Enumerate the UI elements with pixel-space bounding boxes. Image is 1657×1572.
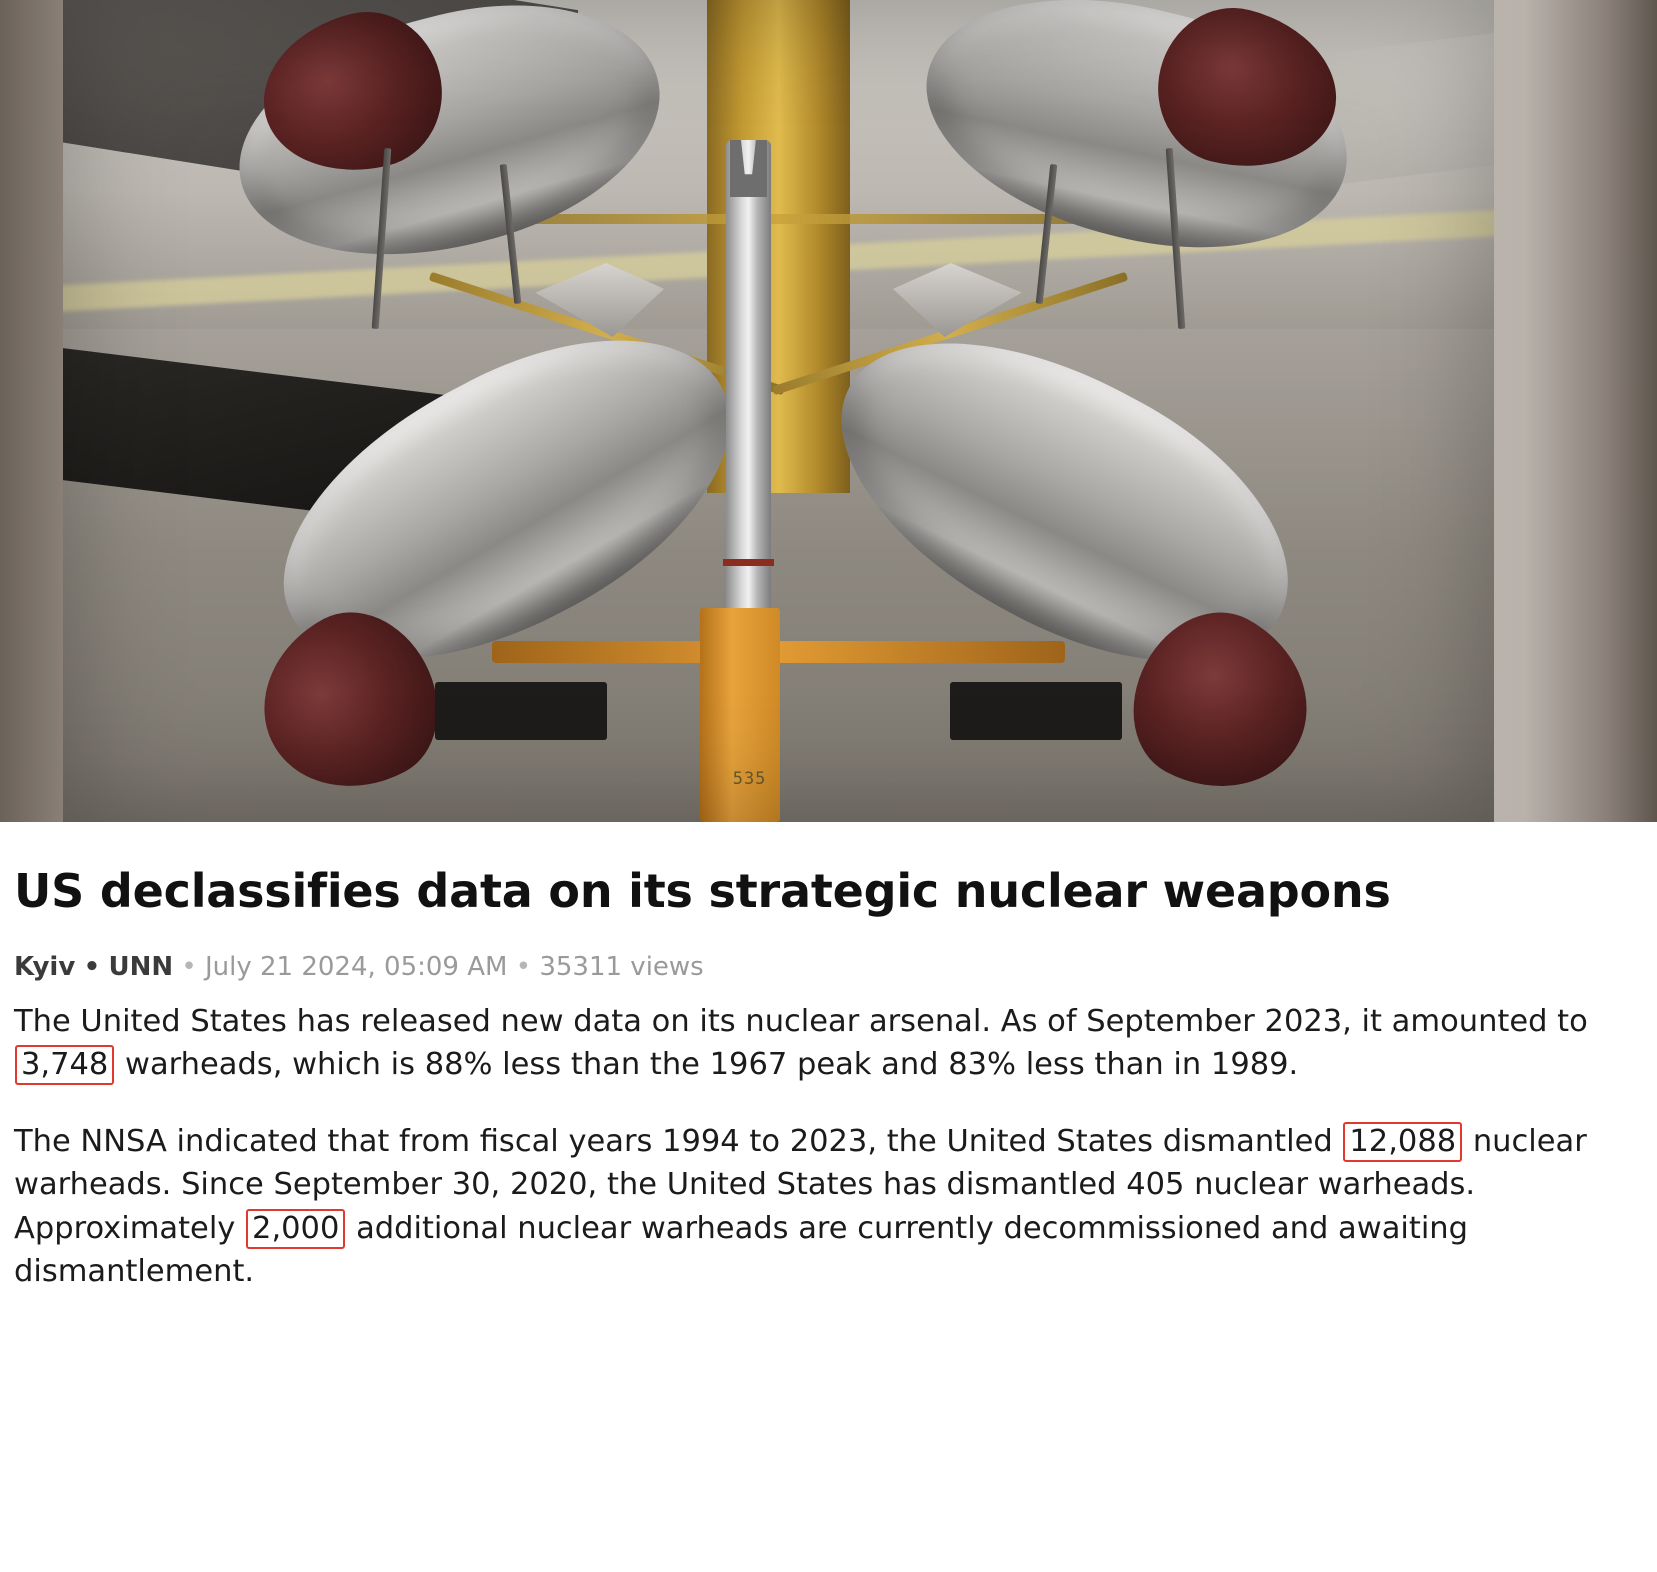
hero-image [63, 0, 1494, 822]
paragraph-text: additional nuclear warheads are currently decommissioned and awaiting dismantlement. [14, 1210, 1468, 1289]
meta-separator-2: • [181, 951, 197, 982]
highlighted-figure[interactable]: 2,000 [246, 1209, 345, 1249]
photo-orange-stand [700, 608, 780, 822]
photo-ground-equipment-left [435, 682, 607, 740]
photo-center-missile [726, 140, 772, 650]
meta-separator-3: • [515, 951, 532, 982]
meta-source: UNN [108, 951, 174, 982]
highlighted-figure[interactable]: 12,088 [1343, 1122, 1462, 1162]
photo-center-missile-band [723, 559, 775, 566]
paragraph-text: The NNSA indicated that from fiscal years 1994 to 2023, the United States dismantled [14, 1124, 1343, 1160]
meta-location: Kyiv [14, 951, 76, 982]
photo-ground-equipment-right [950, 682, 1122, 740]
article-meta [14, 952, 1643, 982]
article-paragraph [14, 1000, 1643, 1087]
paragraph-text: nuclear warheads. Since September 30, 2020, the United States has dismantled 405 nuclear warheads. Approximately [14, 1124, 1587, 1246]
paragraph-text: The United States has released new data on its nuclear arsenal. As of September 2023, it amounted to [14, 1003, 1588, 1039]
article-paragraphs [14, 1000, 1643, 1294]
meta-date: July 21 2024, 05:09 AM [204, 951, 508, 982]
photo-stencil-text: 535 [732, 768, 767, 789]
article-body [0, 822, 1657, 1293]
article-paragraph [14, 1120, 1643, 1293]
meta-views: 35311 views [539, 951, 704, 982]
page-title: US declassifies data on its strategic nuclear weapons [14, 864, 1391, 918]
highlighted-figure[interactable]: 3,748 [15, 1045, 114, 1085]
paragraph-text: warheads, which is 88% less than the 1967 peak and 83% less than in 1989. [115, 1046, 1299, 1082]
meta-separator-1: • [83, 951, 101, 982]
